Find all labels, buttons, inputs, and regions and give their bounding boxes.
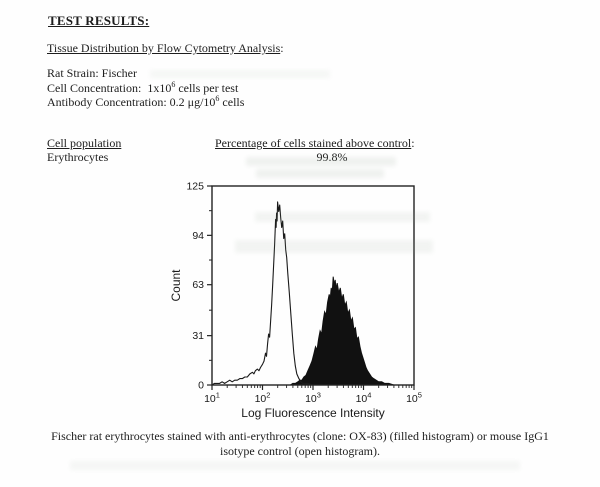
percentage-heading-colon: :	[411, 136, 415, 150]
flow-cytometry-histogram	[165, 175, 455, 427]
y-tick-label: 125	[186, 180, 204, 193]
figure-caption-line2: isotype control (open histogram).	[220, 444, 380, 458]
figure-caption	[0, 429, 600, 459]
info-line-cell-concentration: Cell Concentration: $1x10^6$ cells per test	[47, 79, 239, 95]
section-heading-text: Tissue Distribution by Flow Cytometry Analysis	[47, 41, 281, 55]
section-heading-colon: :	[280, 41, 284, 55]
info-line-antibody-concentration: Antibody Concentration: 0.2 $\mu g/10^6$ cells	[47, 94, 245, 109]
open-histogram	[212, 202, 313, 385]
section-heading	[47, 41, 284, 56]
percentage-heading: Percentage of cells stained above control:	[215, 136, 415, 150]
x-tick-label: $10^3$	[305, 390, 321, 405]
bleed-through-artifact	[70, 461, 520, 470]
page-title-text: TEST RESULTS:	[48, 13, 150, 28]
x-tick-label: $10^2$	[254, 390, 271, 405]
y-tick-label: 63	[192, 279, 204, 292]
y-axis-label: Count	[169, 269, 183, 302]
y-tick-label: 31	[192, 330, 204, 343]
page-title	[48, 13, 149, 29]
info-block	[47, 66, 244, 110]
y-tick-label: 0	[198, 379, 204, 392]
info-line-rat-strain: Rat Strain: Fischer	[47, 66, 137, 80]
cell-population-heading: Cell population	[47, 136, 122, 150]
x-tick-label: $10^1$	[204, 390, 220, 405]
figure-caption-line1: Fischer rat erythrocytes stained with anti-erythrocytes (clone: OX-83) (filled histogram) or mouse IgG1	[51, 429, 549, 443]
x-axis-label: Log Fluorescence Intensity	[241, 406, 385, 420]
y-tick-label: 94	[192, 229, 204, 242]
x-tick-label: $10^5$	[406, 390, 422, 405]
filled-histogram	[290, 277, 394, 385]
x-tick-label: $10^4$	[355, 390, 372, 405]
percentage-value: 99.8%	[316, 150, 348, 164]
cell-population-value: Erythrocytes	[47, 150, 109, 164]
